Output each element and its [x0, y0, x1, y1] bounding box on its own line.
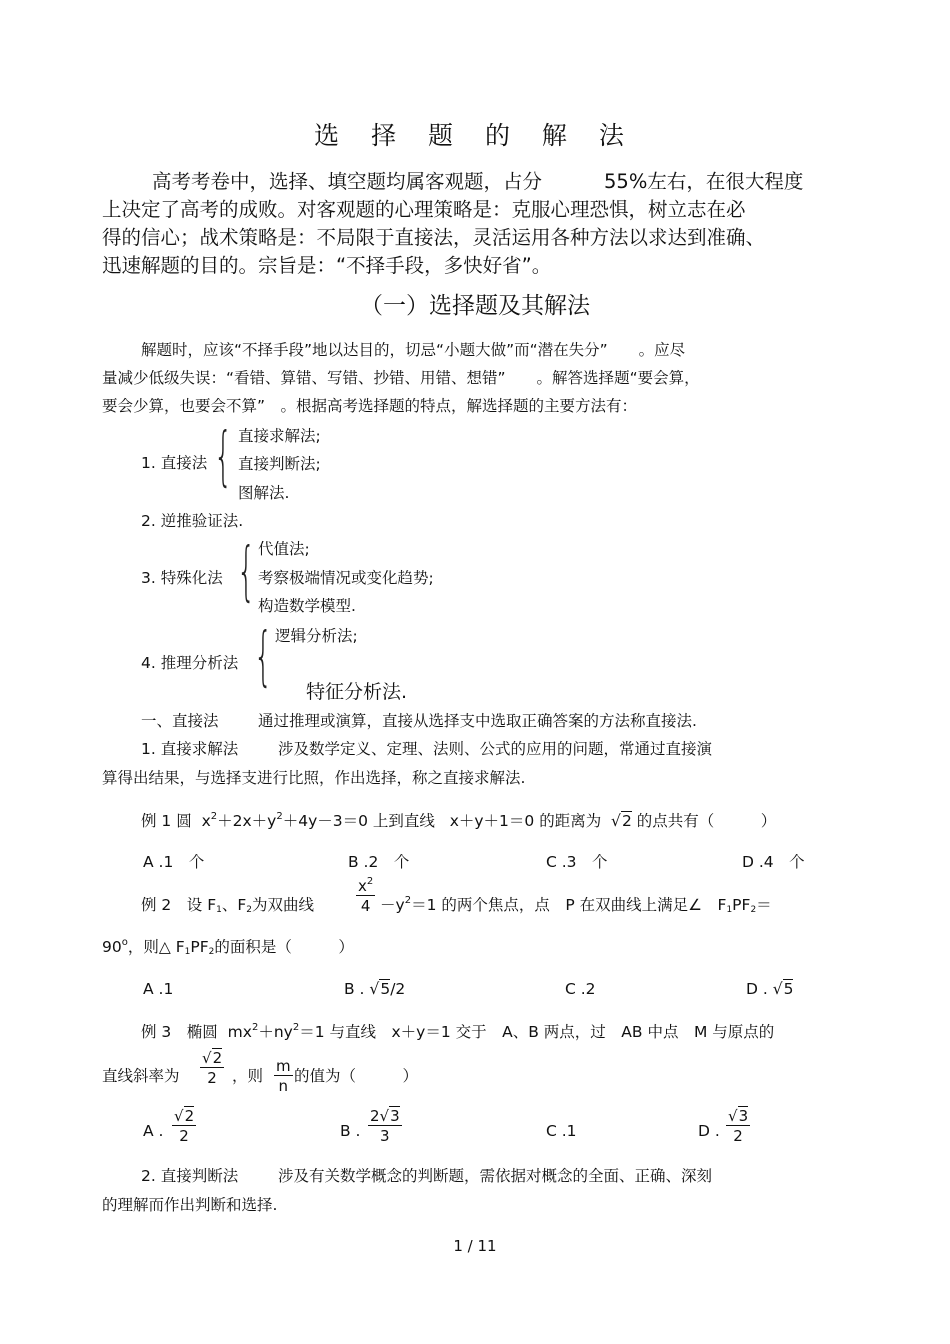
example-2-question-c: 90$^o$，则△ $F_1PF_2$的面积是（ ） [102, 937, 354, 957]
sec1-heading: 一、直接法 [141, 712, 219, 730]
para-line-3: 要会少算，也要会不算” 。根据高考选择题的特点，解选择题的主要方法有： [102, 397, 638, 415]
example-2-option-c: C .2 [565, 980, 596, 998]
example-1-option-b: B .2 个 [348, 853, 410, 871]
example-2-option-b: B . √5/2 [344, 980, 406, 998]
method-1-item-3: 图解法. [238, 484, 290, 502]
example-3-option-b-label: B . [340, 1122, 361, 1140]
method-3-item-3: 构造数学模型. [258, 597, 356, 615]
method-4-item-1: 逻辑分析法; [275, 627, 358, 645]
brace-icon: { [214, 420, 233, 494]
example-3-fraction-slope: $\frac{√2}{2}$ [202, 1049, 223, 1087]
example-1-option-c: C .3 个 [546, 853, 608, 871]
method-3-item-2: 考察极端情况或变化趋势; [258, 569, 434, 587]
example-2-question-a: 例 2 设 $F_1$、$F_2$为双曲线 [141, 896, 315, 915]
brace-icon: { [237, 535, 256, 609]
example-3-question-d: 的值为（ ） [294, 1067, 419, 1085]
method-3-label: 3. 特殊化法 [141, 569, 223, 587]
intro-line-2: 上决定了高考的成败。对客观题的心理策略是：克服心理恐惧，树立志在必 [102, 198, 746, 221]
example-3-question-c: ，则 [232, 1067, 264, 1085]
sec2-desc-1: 涉及有关数学概念的判断题，需依据对概念的全面、正确、深刻 [278, 1167, 713, 1185]
intro-line-4: 迅速解题的目的。宗旨是：“不择手段，多快好省”。 [102, 254, 552, 277]
method-3-item-1: 代值法; [258, 540, 310, 558]
section-title: （一）选择题及其解法 [360, 293, 590, 319]
method-1-label: 1. 直接法 [141, 454, 208, 472]
example-3-option-d-fraction: $\frac{√3}{2}$ [728, 1107, 749, 1145]
method-1-item-2: 直接判断法; [238, 455, 321, 473]
example-2-fraction: $\frac{x^2}{4}$ [358, 876, 374, 915]
intro-line-3: 得的信心；战术策略是：不局限于直接法，灵活运用各种方法以求达到准确、 [102, 226, 766, 249]
method-4-label: 4. 推理分析法 [141, 654, 239, 672]
example-1-question: 例 1 圆 $x^2+2x+y^2+4y-3=0$ 上到直线 x＋y＋1＝0 的距离为 √2 的点共有（ ） [141, 811, 777, 830]
sec1-sub1-head: 1. 直接求解法 [141, 740, 239, 758]
example-3-option-b-fraction: $\frac{2√3}{3}$ [370, 1107, 400, 1145]
document-title: 选 择 题 的 解 法 [314, 121, 636, 150]
brace-icon: { [254, 620, 273, 694]
example-3-question-b: 直线斜率为 [102, 1067, 180, 1085]
example-2-question-b: $-y^2=1$ 的两个焦点，点 P 在双曲线上满足∠ $F_1PF_2=$ [380, 895, 772, 915]
example-2-option-d: D . √5 [746, 980, 794, 998]
sec1-sub1-desc-1: 涉及数学定义、定理、法则、公式的应用的问题，常通过直接演 [278, 740, 713, 758]
method-2-label: 2. 逆推验证法. [141, 512, 244, 530]
example-3-fraction-mn: $\frac{m}{n}$ [276, 1057, 291, 1095]
example-3-option-a-label: A . [143, 1122, 164, 1140]
page-number: 1 / 11 [453, 1237, 497, 1255]
intro-line-1b: 55%左右，在很大程度 [604, 170, 804, 193]
para-line-2: 量减少低级失误：“看错、算错、写错、抄错、用错、想错” 。解答选择题“要会算， [102, 369, 700, 387]
sec2-desc-2: 的理解而作出判断和选择. [102, 1196, 278, 1214]
example-3-option-c: C .1 [546, 1122, 577, 1140]
example-2-option-a: A .1 [143, 980, 174, 998]
para-line-1: 解题时，应该“不择手段”地以达目的，切忌“小题大做”而“潜在失分” 。应尽 [141, 341, 686, 359]
method-4-item-2: 特征分析法. [306, 681, 408, 703]
intro-line-1a: 高考考卷中，选择、填空题均属客观题，占分 [152, 170, 543, 193]
method-1-item-1: 直接求解法; [238, 427, 321, 445]
sec1-desc: 通过推理或演算，直接从选择支中选取正确答案的方法称直接法. [258, 712, 697, 730]
example-3-option-a-fraction: $\frac{√2}{2}$ [174, 1107, 195, 1145]
example-1-option-d: D .4 个 [742, 853, 805, 871]
sec1-sub1-desc-2: 算得出结果，与选择支进行比照，作出选择，称之直接求解法. [102, 769, 526, 787]
example-3-option-d-label: D . [698, 1122, 720, 1140]
sec2-heading: 2. 直接判断法 [141, 1167, 239, 1185]
example-1-option-a: A .1 个 [143, 853, 205, 871]
example-3-question-a: 例 3 椭圆 $mx^2+ny^2=1$ 与直线 x＋y＝1 交于 A、B 两点，过 AB 中点 M 与原点的 [141, 1022, 775, 1041]
